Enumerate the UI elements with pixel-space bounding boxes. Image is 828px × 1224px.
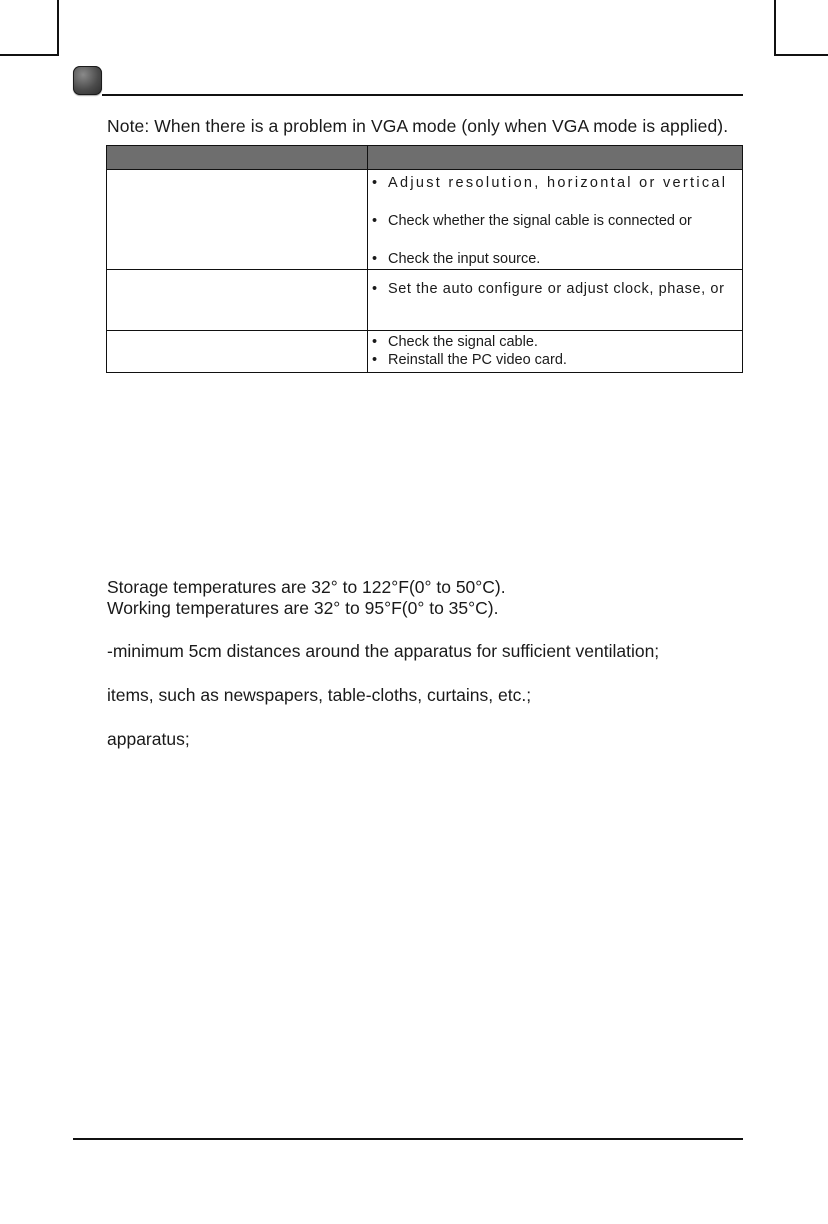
table-cell-problem bbox=[107, 331, 368, 373]
solution-text: Adjust resolution, horizontal or vertical bbox=[388, 175, 728, 191]
solution-text: Check the signal cable. bbox=[388, 334, 538, 350]
solution-text: Reinstall the PC video card. bbox=[388, 352, 567, 368]
bullet-icon: • bbox=[372, 251, 378, 267]
solution-text: Set the auto configure or adjust clock, phase, or bbox=[388, 281, 725, 297]
table-row bbox=[107, 270, 743, 331]
table-row bbox=[107, 170, 743, 270]
working-temperature-text: Working temperatures are 32° to 95°F(0° to 35°C). bbox=[107, 598, 499, 618]
table-cell-problem bbox=[107, 270, 368, 331]
ventilation-text: -minimum 5cm distances around the apparatus for sufficient ventilation; bbox=[107, 641, 660, 661]
table-header-problem bbox=[107, 146, 368, 170]
solution-text: Check whether the signal cable is connected or bbox=[388, 213, 692, 229]
vga-note: Note: When there is a problem in VGA mode (only when VGA mode is applied). bbox=[107, 116, 729, 136]
table-cell-solution bbox=[368, 331, 743, 373]
table-cell-solution bbox=[368, 270, 743, 331]
table-header-solution bbox=[368, 146, 743, 170]
list-item bbox=[372, 213, 692, 229]
footer-rule bbox=[73, 1138, 743, 1140]
apparatus-text: apparatus; bbox=[107, 729, 190, 749]
vga-troubleshooting-table bbox=[106, 145, 743, 373]
flammable-items-text: items, such as newspapers, table-cloths, curtains, etc.; bbox=[107, 685, 532, 705]
bullet-icon: • bbox=[372, 281, 378, 297]
bullet-icon: • bbox=[372, 175, 380, 191]
table-header-row bbox=[107, 146, 743, 170]
list-item bbox=[372, 352, 567, 368]
bullet-icon: • bbox=[372, 352, 378, 368]
table-cell-solution bbox=[368, 170, 743, 270]
list-item bbox=[372, 281, 725, 297]
section-marker-icon bbox=[73, 66, 102, 95]
bullet-icon: • bbox=[372, 334, 378, 350]
solution-text: Check the input source. bbox=[388, 251, 541, 267]
section-header-rule bbox=[102, 94, 743, 96]
table-cell-problem bbox=[107, 170, 368, 270]
table-row bbox=[107, 331, 743, 373]
list-item bbox=[372, 175, 727, 191]
bullet-icon: • bbox=[372, 213, 378, 229]
list-item bbox=[372, 251, 540, 267]
list-item bbox=[372, 334, 538, 350]
storage-temperature-text: Storage temperatures are 32° to 122°F(0° to 50°C). bbox=[107, 577, 506, 597]
